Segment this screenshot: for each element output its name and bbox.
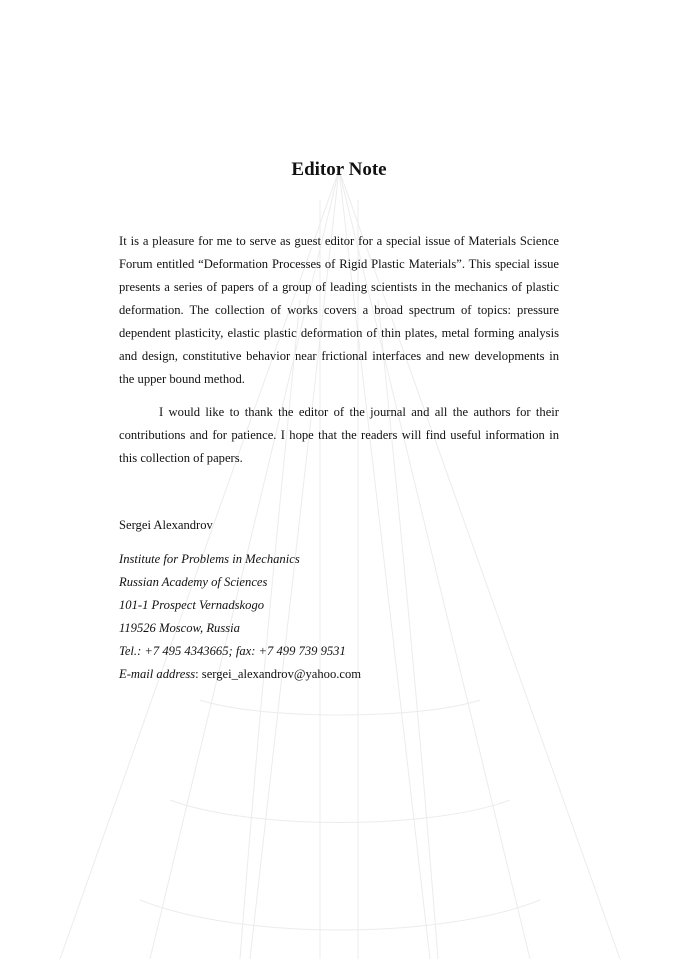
address-street: 101-1 Prospect Vernadskogo — [119, 598, 265, 612]
address-email-line — [119, 663, 361, 686]
email-address: sergei_alexandrov@yahoo.com — [201, 667, 362, 681]
signer-address-block — [119, 548, 361, 686]
address-phone: Tel.: +7 495 4343665; fax: +7 499 739 9531 — [119, 644, 346, 658]
signer-name: Sergei Alexandrov — [119, 518, 213, 532]
address-city: 119526 Moscow, Russia — [119, 621, 240, 635]
email-label: E-mail address — [119, 667, 196, 681]
page-title: Editor Note — [291, 159, 387, 180]
email-separator: : — [195, 667, 202, 681]
body-paragraph-2: I would like to thank the editor of the journal and all the authors for their contributions and for patience. I hope that the readers will find useful information in this collection of papers. — [119, 405, 559, 465]
body-paragraph-1: It is a pleasure for me to serve as guest editor for a special issue of Materials Science Forum entitled “Deformation Processes of Rigid Plastic Materials”. This special issue presents a series of papers of a group of leading scientists in the mechanics of plastic deformation. The collection of works covers a broad spectrum of topics: pressure dependent plasticity, elastic plastic deformation of thin plates, metal forming analysis and design, constitutive behavior near frictional interfaces and new developments in the upper bound method. — [119, 234, 559, 386]
address-academy: Russian Academy of Sciences — [119, 575, 268, 589]
address-institute: Institute for Problems in Mechanics — [119, 552, 300, 566]
